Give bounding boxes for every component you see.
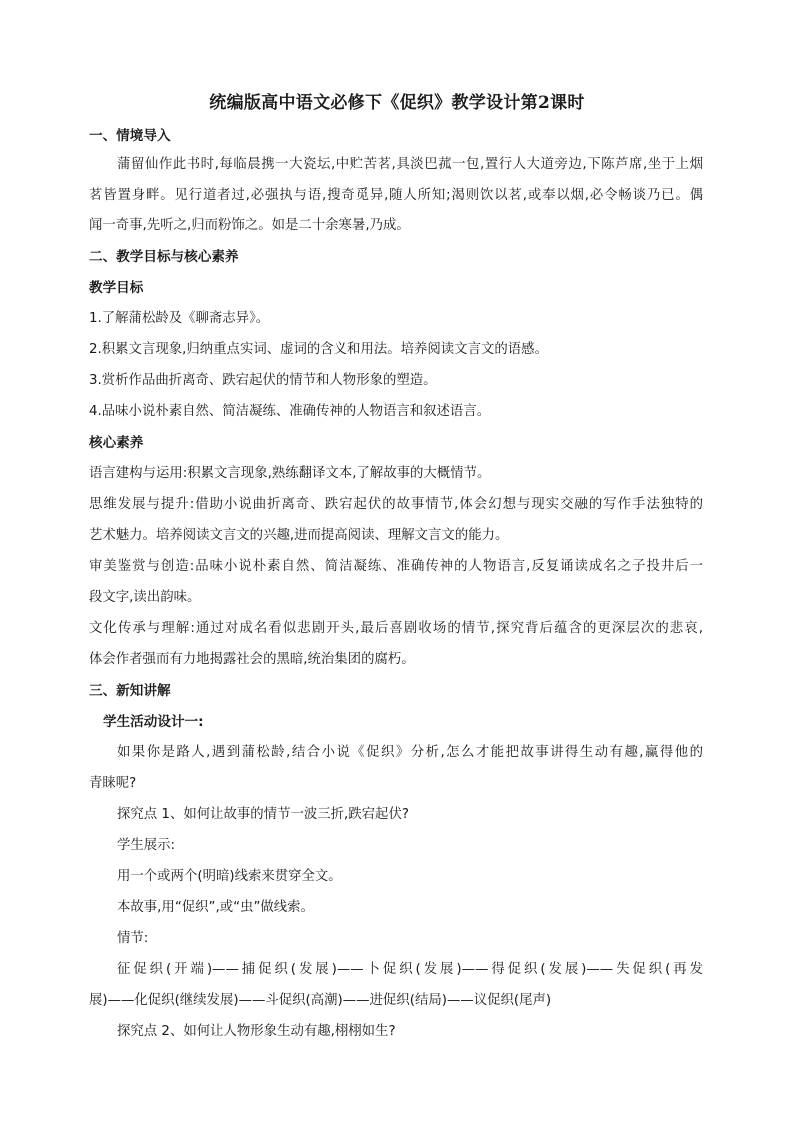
activity-heading: 学生活动设计一: [103, 714, 204, 730]
goal-item: 4.品味小说朴素自然、简洁凝练、准确传神的人物语言和叙述语言。 [89, 404, 491, 419]
section-heading-new-knowledge: 三、新知讲解 [89, 683, 171, 699]
core-item: 艺术魅力。培养阅读文言文的兴趣,进而提高阅读、理解文言文的能力。 [89, 528, 509, 543]
core-item: 审美鉴赏与创造:品味小说朴素自然、简洁凝练、准确传神的人物语言,反复诵读成名之子投井后一 [89, 559, 703, 574]
section-heading-goals: 二、教学目标与核心素养 [89, 249, 239, 265]
paragraph-line: 闻一奇事,先听之,归而粉饰之。如是二十余寒暑,乃成。 [89, 218, 410, 233]
plot-label: 情节: [117, 931, 149, 946]
plot-line: 展)——化促织(继续发展)——斗促织(高潮)——进促织(结局)——议促织(尾声) [89, 993, 552, 1008]
goal-item: 3.赏析作品曲折离奇、跌宕起伏的情节和人物形象的塑造。 [89, 373, 437, 388]
clue-line: 用一个或两个(明暗)线索来贯穿全文。 [117, 869, 342, 884]
core-item: 语言建构与运用:积累文言现象,熟练翻译文本,了解故事的大概情节。 [89, 466, 491, 481]
core-item: 文化传承与理解:通过对成名看似悲剧开头,最后喜剧收场的情节,探究背后蕴含的更深层次的悲哀, [89, 621, 703, 636]
exploration-point: 探究点 2、如何让人物形象生动有趣,栩栩如生? [117, 1024, 396, 1039]
exploration-point: 探究点 1、如何让故事的情节一波三折,跌宕起伏? [117, 807, 409, 822]
question-line: 如果你是路人,遇到蒲松龄,结合小说《促织》分析,怎么才能把故事讲得生动有趣,赢得他的 [117, 745, 703, 760]
paragraph-line: 茗皆置身畔。见行道者过,必强执与语,搜奇觅异,随人所知;渴则饮以茗,或奉以烟,必令畅谈乃已。偶 [89, 188, 703, 203]
section-heading-intro: 一、情境导入 [89, 128, 171, 144]
subheading-teaching-goals: 教学目标 [89, 280, 144, 296]
student-show-label: 学生展示: [117, 838, 176, 853]
clue-line: 本故事,用“促织”,或“虫”做线索。 [117, 900, 314, 915]
paragraph-line: 蒲留仙作此书时,每临晨携一大瓷坛,中贮苦茗,具淡巴菰一包,置行人大道旁边,下陈芦席,坐于上烟 [117, 157, 703, 172]
goal-item: 1.了解蒲松龄及《聊斋志异》。 [89, 311, 270, 326]
goal-item: 2.积累文言现象,归纳重点实词、虚词的含义和用法。培养阅读文言文的语感。 [89, 342, 548, 357]
core-item: 段文字,读出韵味。 [89, 590, 201, 605]
core-item: 思维发展与提升:借助小说曲折离奇、跌宕起伏的故事情节,体会幻想与现实交融的写作手法独特的 [89, 497, 703, 512]
question-line: 青睐呢? [89, 776, 137, 791]
subheading-core-literacy: 核心素养 [89, 435, 144, 451]
plot-line: 征促织(开端)——捕促织(发展)——卜促织(发展)——得促织(发展)——失促织(再发 [117, 962, 703, 977]
core-item: 体会作者强而有力地揭露社会的黑暗,统治集团的腐朽。 [89, 652, 415, 667]
document-title: 统编版高中语文必修下《促织》教学设计第2课时 [209, 93, 585, 113]
